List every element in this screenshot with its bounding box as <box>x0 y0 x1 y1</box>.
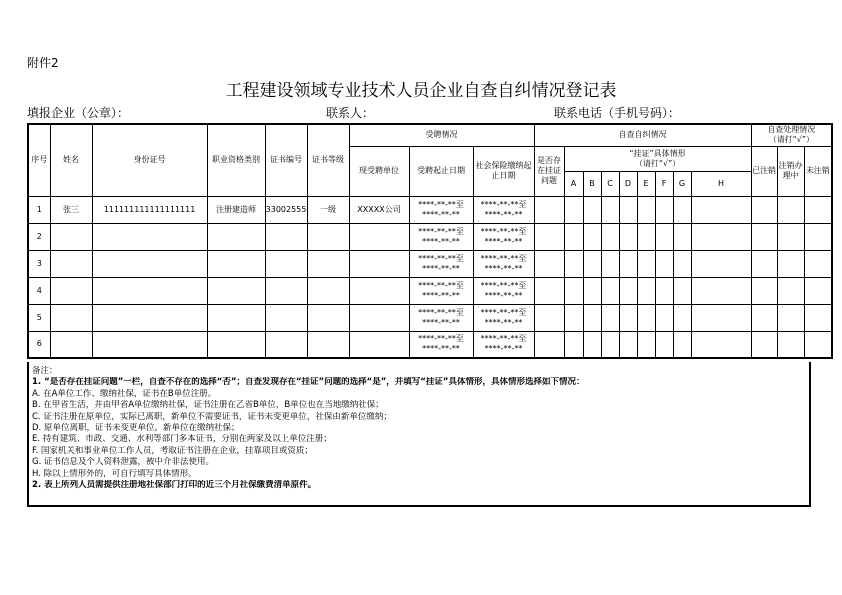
employ-start: ****-**-**至 <box>418 307 464 317</box>
row-situation-e[interactable] <box>637 277 655 304</box>
registration-table <box>27 123 833 359</box>
row-current-unit[interactable] <box>349 331 409 358</box>
row-cert-level[interactable] <box>307 277 349 304</box>
row-not-cancelled[interactable] <box>804 196 832 223</box>
row-cert-number[interactable] <box>265 304 307 331</box>
ins-start: ****-**-**至 <box>480 226 527 236</box>
header-situation-c: C <box>601 171 619 196</box>
header-handling <box>751 124 832 146</box>
note-item-h: H. 除以上情形外的，可自行填写具体情形。 <box>32 468 197 479</box>
row-cert-number[interactable]: 33002555 <box>265 196 307 223</box>
row-name[interactable] <box>50 277 92 304</box>
ins-end: ****-**-** <box>484 344 523 354</box>
row-has-issue[interactable] <box>534 304 564 331</box>
employ-start: ****-**-**至 <box>418 280 464 290</box>
row-employ-dates[interactable] <box>409 331 473 358</box>
table-row <box>28 277 832 304</box>
row-situation-g[interactable] <box>673 196 691 223</box>
row-situation-f[interactable] <box>655 331 673 358</box>
row-current-unit[interactable]: XXXXX公司 <box>349 196 409 223</box>
row-employ-dates[interactable] <box>409 223 473 250</box>
employ-end: ****-**-** <box>422 290 460 300</box>
row-situation-b[interactable] <box>583 331 601 358</box>
row-seq[interactable]: 3 <box>28 250 50 277</box>
row-cert-level[interactable] <box>307 331 349 358</box>
ins-end: ****-**-** <box>484 317 523 327</box>
ins-start: ****-**-**至 <box>480 199 527 209</box>
row-cancelling[interactable] <box>777 331 804 358</box>
row-name[interactable] <box>50 331 92 358</box>
row-id-number[interactable] <box>92 331 207 358</box>
row-name[interactable] <box>50 250 92 277</box>
row-situation-g[interactable] <box>673 331 691 358</box>
header-situation-b: B <box>583 171 601 196</box>
table-row <box>28 331 832 358</box>
ins-start: ****-**-**至 <box>480 334 527 344</box>
row-seq[interactable]: 2 <box>28 223 50 250</box>
header-id-number: 身份证号 <box>92 124 207 196</box>
table-row <box>28 223 832 250</box>
row-not-cancelled[interactable] <box>804 223 832 250</box>
row-not-cancelled[interactable] <box>804 304 832 331</box>
employ-start: ****-**-**至 <box>418 226 464 236</box>
row-cancelled[interactable] <box>751 223 777 250</box>
ins-end: ****-**-** <box>484 209 523 219</box>
row-situation-f[interactable] <box>655 304 673 331</box>
row-cancelled[interactable] <box>751 331 777 358</box>
row-cancelled[interactable] <box>751 304 777 331</box>
row-current-unit[interactable] <box>349 250 409 277</box>
row-situation-e[interactable] <box>637 196 655 223</box>
row-seq[interactable]: 4 <box>28 277 50 304</box>
row-cert-number[interactable] <box>265 250 307 277</box>
page-title: 工程建设领域专业技术人员企业自查自纠情况登记表 <box>225 81 617 101</box>
employ-end: ****-**-** <box>422 344 460 354</box>
row-cert-level[interactable]: 一级 <box>307 196 349 223</box>
row-situation-b[interactable] <box>583 304 601 331</box>
row-has-issue[interactable] <box>534 277 564 304</box>
row-insurance-dates[interactable] <box>473 304 534 331</box>
row-situation-c[interactable] <box>601 223 619 250</box>
header-situation-e: E <box>637 171 655 196</box>
row-situation-f[interactable] <box>655 277 673 304</box>
row-situation-g[interactable] <box>673 223 691 250</box>
header-self-check: 自查自纠情况 <box>534 124 751 146</box>
ins-end: ****-**-** <box>484 290 523 300</box>
row-qualification[interactable] <box>207 277 265 304</box>
row-situation-h[interactable] <box>691 250 751 277</box>
header-has-issue: 是否存在挂证问题 <box>534 146 564 196</box>
row-cancelling[interactable] <box>777 250 804 277</box>
row-cert-level[interactable] <box>307 304 349 331</box>
header-cert-level: 证书等级 <box>307 124 349 196</box>
employ-end: ****-**-** <box>422 263 460 273</box>
note-item-2: 2. 表上所列人员需提供注册地社保部门打印的近三个月社保缴费清单原件。 <box>32 480 317 491</box>
employ-end: ****-**-** <box>422 209 460 219</box>
row-insurance-dates[interactable] <box>473 250 534 277</box>
row-not-cancelled[interactable] <box>804 277 832 304</box>
row-situation-b[interactable] <box>583 250 601 277</box>
header-qualification: 职业资格类别 <box>207 124 265 196</box>
row-situation-g[interactable] <box>673 250 691 277</box>
header-cancelled: 已注销 <box>751 146 777 196</box>
row-has-issue[interactable] <box>534 223 564 250</box>
note-item-c: C. 证书注册在原单位，实际已离职，新单位不需要证书，证书未变更单位，社保由新单位缴纳； <box>32 411 392 422</box>
note-item-f: F. 国家机关和事业单位工作人员，考取证书注册在企业，挂靠项目或资质； <box>32 445 313 456</box>
ins-start: ****-**-**至 <box>480 280 527 290</box>
row-cancelling[interactable] <box>777 277 804 304</box>
header-cert-number: 证书编号 <box>265 124 307 196</box>
row-cancelled[interactable] <box>751 196 777 223</box>
ins-end: ****-**-** <box>484 263 523 273</box>
employ-start: ****-**-**至 <box>418 253 464 263</box>
header-situation-a: A <box>564 171 583 196</box>
row-situation-a[interactable] <box>564 250 583 277</box>
row-situation-h[interactable] <box>691 277 751 304</box>
row-situation-f[interactable] <box>655 223 673 250</box>
row-situation-c[interactable] <box>601 277 619 304</box>
employ-start: ****-**-**至 <box>418 199 464 209</box>
row-situation-c[interactable] <box>601 250 619 277</box>
situation-title: “挂证”具体情形 <box>629 148 686 158</box>
row-id-number[interactable] <box>92 277 207 304</box>
row-current-unit[interactable] <box>349 223 409 250</box>
table-row <box>28 250 832 277</box>
employ-end: ****-**-** <box>422 317 460 327</box>
note-item-g: G. 证书信息及个人资料泄露，被中介非法使用。 <box>32 457 214 468</box>
header-situation-g: G <box>673 171 691 196</box>
row-cancelled[interactable] <box>751 250 777 277</box>
header-insurance-dates: 社会保险缴纳起止日期 <box>473 146 534 196</box>
row-situation-d[interactable] <box>619 277 637 304</box>
row-qualification[interactable] <box>207 250 265 277</box>
ins-start: ****-**-**至 <box>480 307 527 317</box>
row-situation-d[interactable] <box>619 304 637 331</box>
row-name[interactable]: 张三 <box>50 196 92 223</box>
row-employ-dates[interactable] <box>409 304 473 331</box>
row-id-number[interactable] <box>92 250 207 277</box>
header-situation <box>564 146 751 171</box>
row-situation-e[interactable] <box>637 331 655 358</box>
handling-note: （请打“√”） <box>768 135 814 145</box>
row-cert-number[interactable] <box>265 331 307 358</box>
header-current-unit: 现受聘单位 <box>349 146 409 196</box>
note-item-1: 1. “是否存在挂证问题”一栏，自查不存在的选择“否”；自查发现存在“挂证”问题的选择“是”，并填写“挂证”具体情形，具体情形选择如下情况： <box>32 377 585 388</box>
company-field-label: 填报企业（公章）： <box>27 106 130 120</box>
row-situation-d[interactable] <box>619 331 637 358</box>
header-not-cancelled: 未注销 <box>804 146 832 196</box>
row-cert-level[interactable] <box>307 223 349 250</box>
row-insurance-dates[interactable] <box>473 196 534 223</box>
row-situation-a[interactable] <box>564 196 583 223</box>
header-situation-f: F <box>655 171 673 196</box>
row-situation-d[interactable] <box>619 196 637 223</box>
header-situation-h: H <box>691 171 751 196</box>
row-cancelling[interactable] <box>777 304 804 331</box>
table-row <box>28 304 832 331</box>
row-insurance-dates[interactable] <box>473 331 534 358</box>
table-row <box>28 196 832 223</box>
row-id-number[interactable] <box>92 223 207 250</box>
row-has-issue[interactable] <box>534 196 564 223</box>
row-name[interactable] <box>50 304 92 331</box>
row-situation-h[interactable] <box>691 223 751 250</box>
header-employment: 受聘情况 <box>349 124 534 146</box>
header-cancelling: 注销办理中 <box>777 146 804 196</box>
header-employ-dates: 受聘起止日期 <box>409 146 473 196</box>
ins-start: ****-**-**至 <box>480 253 527 263</box>
row-situation-c[interactable] <box>601 331 619 358</box>
row-cert-number[interactable] <box>265 277 307 304</box>
situation-note: （请打“√”） <box>634 158 681 168</box>
row-cert-number[interactable] <box>265 223 307 250</box>
row-insurance-dates[interactable] <box>473 277 534 304</box>
row-situation-h[interactable] <box>691 304 751 331</box>
row-situation-f[interactable] <box>655 250 673 277</box>
row-situation-h[interactable] <box>691 331 751 358</box>
note-item-d: D. 原单位离职，证书未变更单位，新单位在缴纳社保； <box>32 423 240 434</box>
header-situation-d: D <box>619 171 637 196</box>
row-has-issue[interactable] <box>534 331 564 358</box>
row-employ-dates[interactable] <box>409 250 473 277</box>
row-situation-c[interactable] <box>601 304 619 331</box>
row-situation-d[interactable] <box>619 223 637 250</box>
row-seq[interactable]: 5 <box>28 304 50 331</box>
row-seq[interactable]: 1 <box>28 196 50 223</box>
row-situation-f[interactable] <box>655 196 673 223</box>
row-situation-g[interactable] <box>673 277 691 304</box>
employ-start: ****-**-**至 <box>418 334 464 344</box>
row-situation-d[interactable] <box>619 250 637 277</box>
notes-heading: 备注： <box>32 366 58 376</box>
row-id-number[interactable] <box>92 304 207 331</box>
row-situation-e[interactable] <box>637 304 655 331</box>
row-not-cancelled[interactable] <box>804 331 832 358</box>
row-situation-a[interactable] <box>564 223 583 250</box>
row-current-unit[interactable] <box>349 304 409 331</box>
row-situation-h[interactable] <box>691 196 751 223</box>
row-situation-b[interactable] <box>583 277 601 304</box>
phone-field-label: 联系电话（手机号码）： <box>554 106 681 120</box>
notes-section <box>27 362 811 507</box>
row-qualification[interactable] <box>207 304 265 331</box>
row-seq[interactable]: 6 <box>28 331 50 358</box>
header-seq: 序号 <box>28 124 50 196</box>
row-qualification[interactable]: 注册建造师 <box>207 196 265 223</box>
row-has-issue[interactable] <box>534 250 564 277</box>
header-name: 姓名 <box>50 124 92 196</box>
row-qualification[interactable] <box>207 223 265 250</box>
row-situation-e[interactable] <box>637 250 655 277</box>
row-situation-a[interactable] <box>564 331 583 358</box>
contact-field-label: 联系人： <box>326 106 375 120</box>
row-employ-dates[interactable] <box>409 277 473 304</box>
row-cert-level[interactable] <box>307 250 349 277</box>
row-id-number[interactable]: 111111111111111111 <box>92 196 207 223</box>
ins-end: ****-**-** <box>484 236 523 246</box>
row-situation-c[interactable] <box>601 196 619 223</box>
row-situation-b[interactable] <box>583 223 601 250</box>
note-item-e: E. 持有建筑、市政、交通、水利等部门多本证书，分别在两家及以上单位注册； <box>32 434 332 445</box>
note-item-b: B. 在甲省生活，并由甲省A单位缴纳社保，证书注册在乙省B单位，B单位也在当地缴纳社保； <box>32 400 384 411</box>
row-not-cancelled[interactable] <box>804 250 832 277</box>
row-situation-g[interactable] <box>673 304 691 331</box>
attachment-label: 附件2 <box>27 56 59 70</box>
row-cancelling[interactable] <box>777 223 804 250</box>
handling-title: 自查处理情况 <box>767 125 816 135</box>
row-insurance-dates[interactable] <box>473 223 534 250</box>
row-cancelling[interactable] <box>777 196 804 223</box>
row-situation-b[interactable] <box>583 196 601 223</box>
row-qualification[interactable] <box>207 331 265 358</box>
row-situation-a[interactable] <box>564 304 583 331</box>
row-name[interactable] <box>50 223 92 250</box>
row-situation-e[interactable] <box>637 223 655 250</box>
row-current-unit[interactable] <box>349 277 409 304</box>
note-item-a: A. 在A单位工作、缴纳社保，证书在B单位注册。 <box>32 388 217 399</box>
row-situation-a[interactable] <box>564 277 583 304</box>
employ-end: ****-**-** <box>422 236 460 246</box>
row-employ-dates[interactable] <box>409 196 473 223</box>
row-cancelled[interactable] <box>751 277 777 304</box>
